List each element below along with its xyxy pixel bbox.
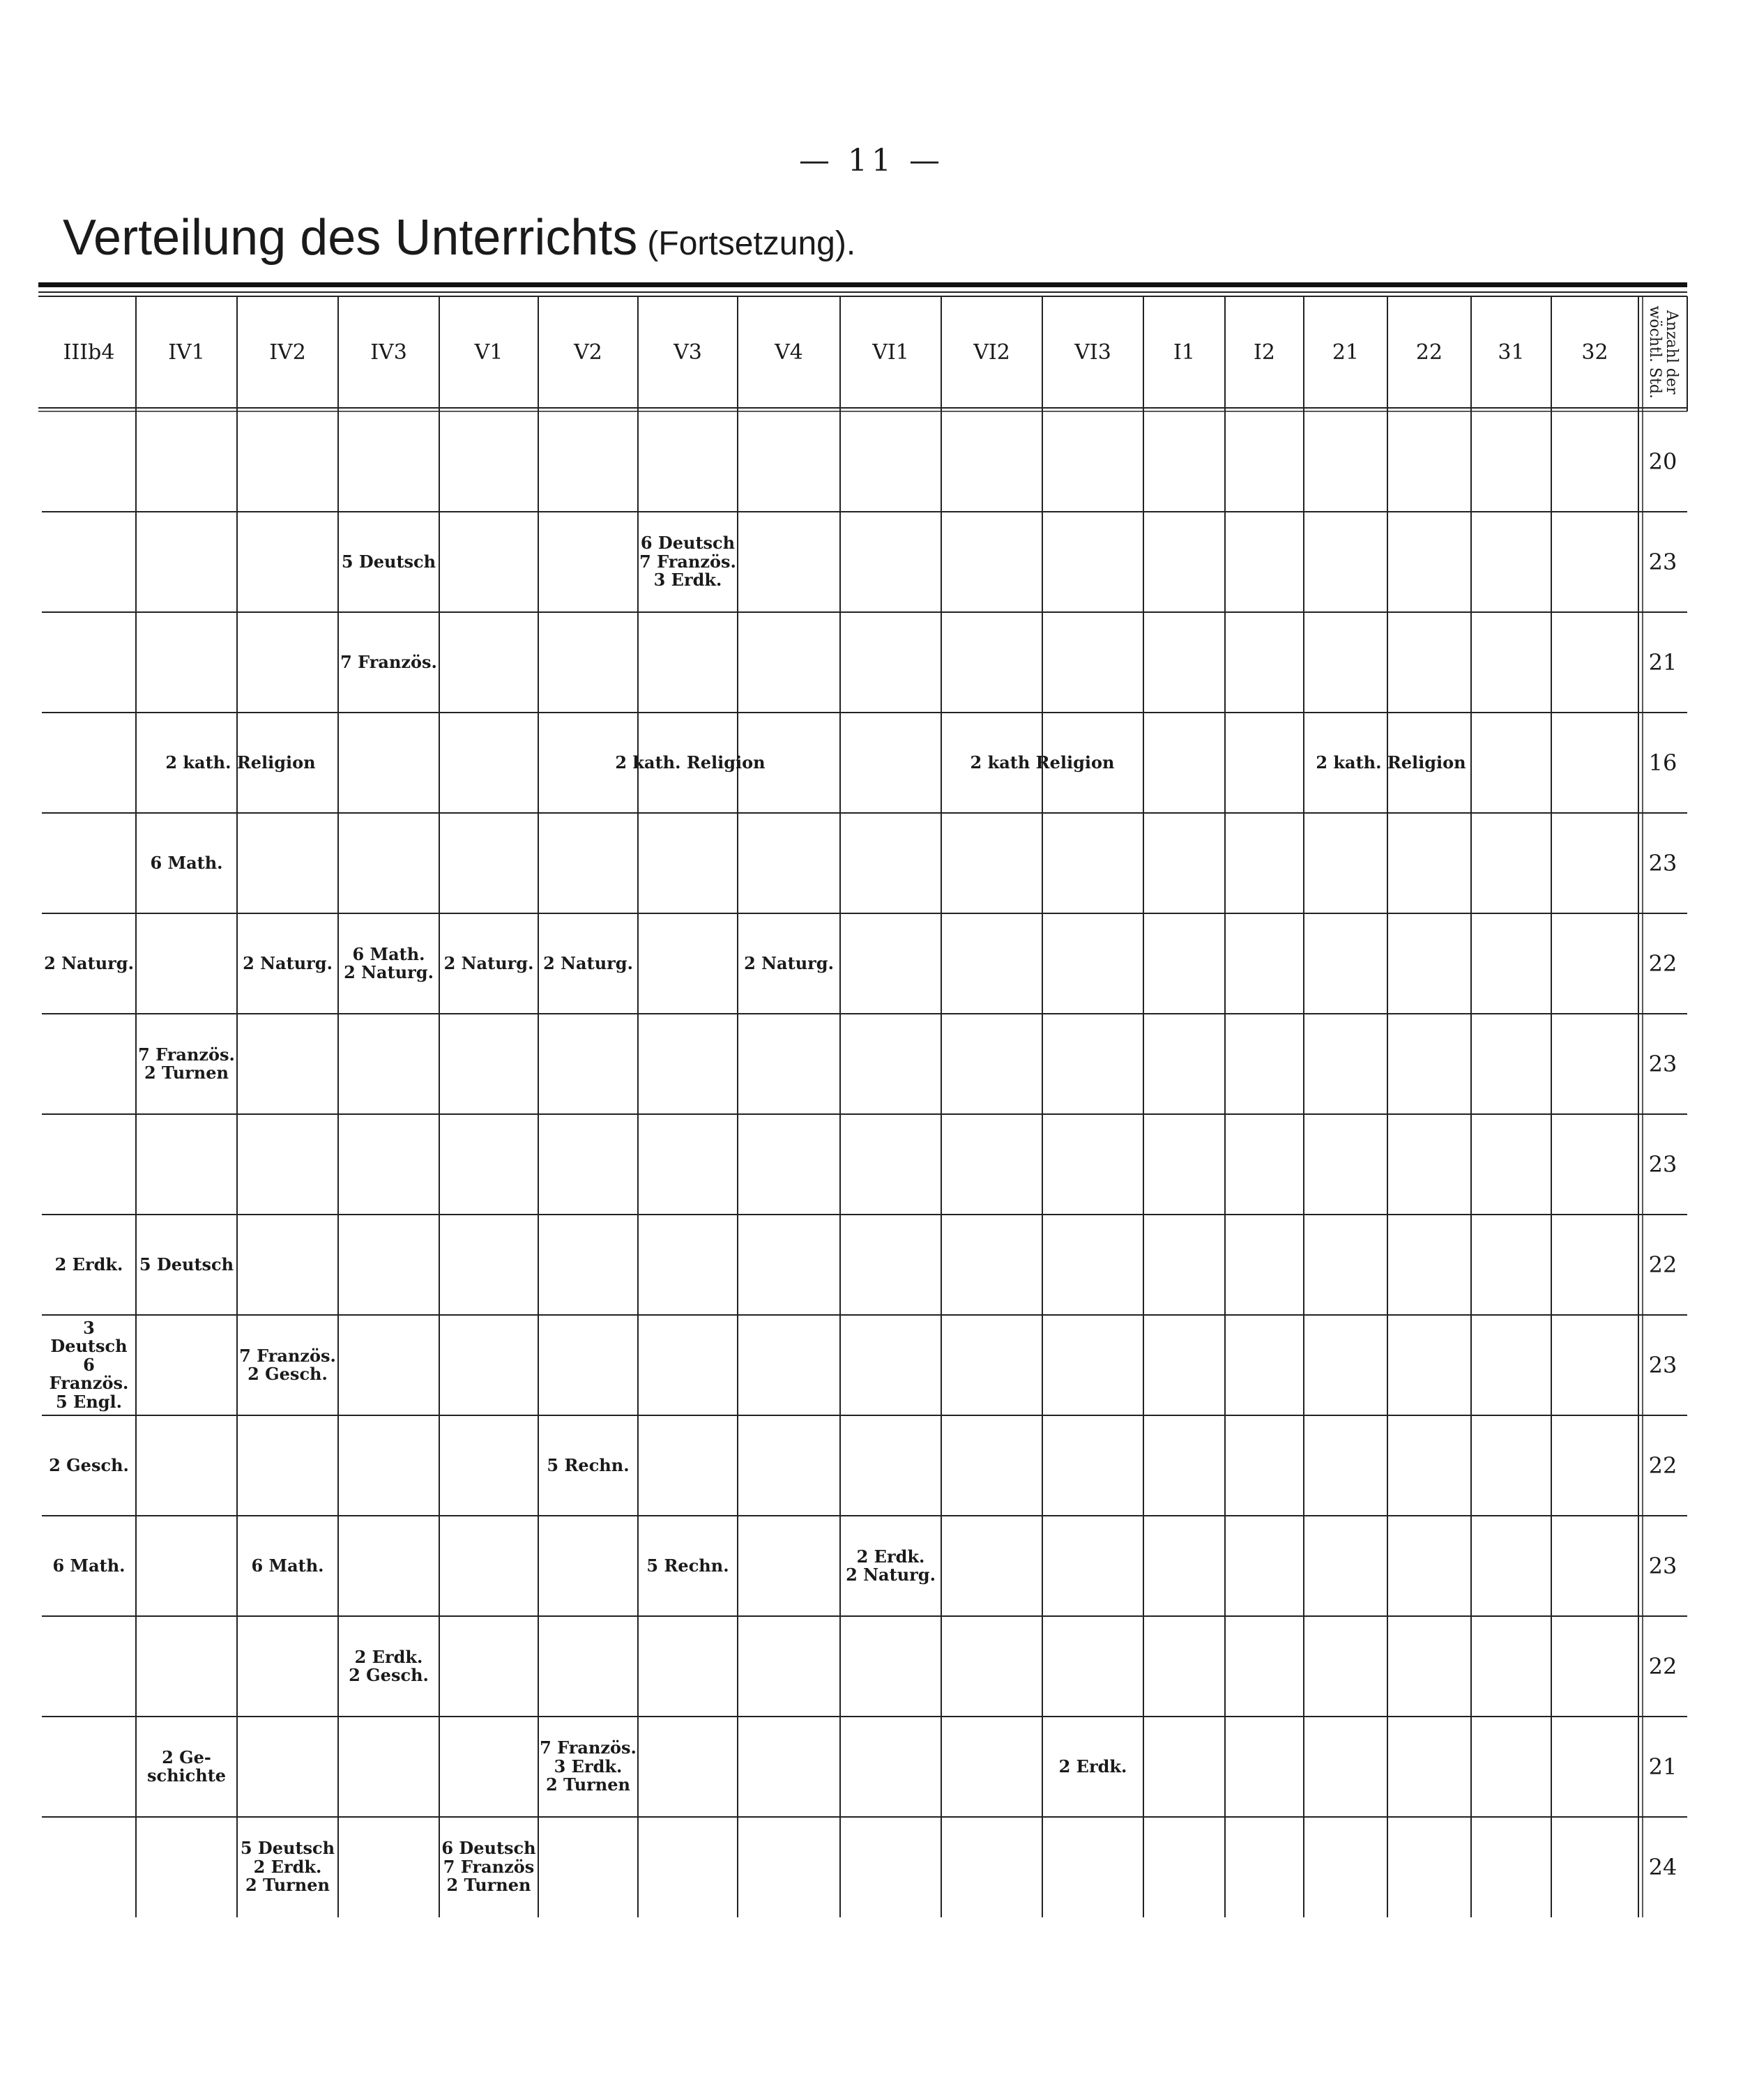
schedule-cell: 5 Deutsch 2 Erdk. 2 Turnen: [240, 1838, 335, 1896]
schedule-cell: 6 Math. 2 Naturg.: [344, 943, 434, 982]
schedule-cell: 2 Naturg.: [543, 952, 633, 973]
column-header: 32: [1581, 340, 1608, 365]
total-hours-cell: 21: [1648, 1753, 1677, 1780]
column-header: V2: [574, 340, 602, 365]
schedule-cell: 2 Naturg.: [744, 952, 834, 973]
schedule-cell: 6 Deutsch 7 Französ. 3 Erdk.: [639, 533, 736, 591]
total-hours-cell: 20: [1648, 448, 1677, 475]
total-hours-cell: 23: [1648, 1151, 1677, 1178]
schedule-cell: 5 Rechn.: [646, 1555, 729, 1576]
schedule-cell: 2 Gesch.: [49, 1454, 129, 1475]
total-hours-cell: 22: [1648, 1452, 1677, 1479]
column-header: V4: [775, 340, 803, 365]
title-main: Verteilung des Unterrichts: [63, 210, 638, 266]
total-hours-cell: 23: [1648, 1051, 1677, 1077]
schedule-cell: 6 Deutsch 7 Französ 2 Turnen: [441, 1838, 536, 1896]
schedule-cell: 2 Naturg.: [443, 952, 534, 973]
total-hours-cell: 23: [1648, 850, 1677, 876]
total-hours-cell: 16: [1648, 750, 1677, 776]
total-hours-cell: 23: [1648, 549, 1677, 575]
schedule-cell: 2 kath. Religion: [1316, 752, 1466, 773]
schedule-cell: 6 Math.: [251, 1555, 324, 1576]
total-hours-cell: 23: [1648, 1553, 1677, 1579]
column-header: VI2: [973, 340, 1010, 365]
title-subtitle: (Fortsetzung).: [647, 225, 856, 262]
total-hours-cell: 22: [1648, 950, 1677, 977]
total-hours-cell: 22: [1648, 1653, 1677, 1680]
total-hours-cell: 24: [1648, 1854, 1677, 1880]
total-hours-cell: 23: [1648, 1352, 1677, 1378]
page-number: — 11 —: [799, 143, 944, 178]
schedule-cell: 5 Deutsch: [341, 551, 436, 572]
column-header: IV3: [370, 340, 407, 365]
schedule-cell: 2 Erdk. 2 Gesch.: [349, 1646, 429, 1685]
schedule-cell: 7 Französ. 2 Turnen: [138, 1044, 235, 1083]
schedule-cell: 2 Naturg.: [44, 952, 134, 973]
column-header: I2: [1254, 340, 1275, 365]
column-header: IV1: [168, 340, 205, 365]
column-header: V3: [673, 340, 702, 365]
schedule-cell: 2 kath Religion: [970, 752, 1115, 773]
schedule-cell: 7 Französ. 3 Erdk. 2 Turnen: [540, 1737, 637, 1795]
schedule-cell: 5 Rechn.: [547, 1454, 630, 1475]
schedule-cell: 2 Ge- schichte: [146, 1747, 227, 1786]
column-header: VI1: [872, 340, 909, 365]
schedule-cell: 2 kath. Religion: [615, 752, 766, 773]
column-header: V1: [474, 340, 503, 365]
column-header: 22: [1415, 340, 1443, 365]
schedule-cell: 2 Naturg.: [243, 952, 333, 973]
column-header: 31: [1498, 340, 1525, 365]
total-hours-cell: 22: [1648, 1251, 1677, 1278]
schedule-cell: 2 kath. Religion: [165, 752, 316, 773]
column-header: IV2: [269, 340, 306, 365]
schedule-cell: 3 Deutsch 6 Französ. 5 Engl.: [49, 1318, 129, 1412]
column-header: VI3: [1074, 340, 1111, 365]
schedule-cell: 6 Math.: [150, 852, 223, 873]
column-header: IIIb4: [63, 340, 115, 365]
schedule-cell: 5 Deutsch: [139, 1254, 234, 1275]
schedule-cell: 2 Erdk. 2 Naturg.: [846, 1546, 936, 1585]
schedule-cell: 2 Erdk.: [54, 1254, 123, 1275]
total-hours-header-label: Anzahl der wöchtl. Std.: [1646, 305, 1681, 399]
total-hours-header: [1638, 296, 1687, 408]
schedule-cell: 6 Math.: [52, 1555, 125, 1576]
schedule-cell: 7 Französ. 2 Gesch.: [239, 1345, 336, 1384]
schedule-cell: 2 Erdk.: [1058, 1756, 1127, 1776]
column-header: 21: [1332, 340, 1360, 365]
schedule-cell: 7 Französ.: [340, 651, 437, 672]
total-hours-cell: 21: [1648, 649, 1677, 676]
column-header: I1: [1173, 340, 1195, 365]
